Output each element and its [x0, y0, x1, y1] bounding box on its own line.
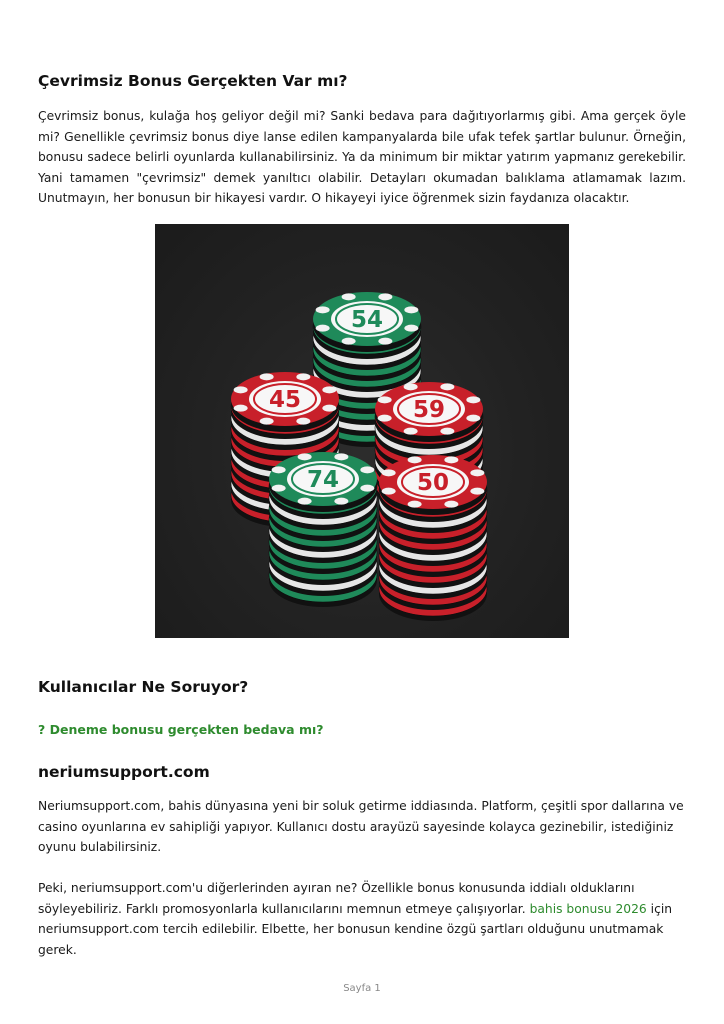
chip-label: 45 [268, 387, 302, 413]
section-title-site: neriumsupport.com [38, 763, 210, 781]
chip-label: 50 [416, 470, 450, 496]
faq-question[interactable]: ? Deneme bonusu gerçekten bedava mı? [38, 722, 324, 737]
site-paragraph-1: Neriumsupport.com, bahis dünyasına yeni bir soluk getirme iddiasında. Platform, çeşitli spor dallarına ve casino oyunlarına ev sahipliği yapıyor. Kullanıcı dostu arayüzü sayesinde kolayca gezinebilir, istediğiniz oyunu bulabilirsiniz. [38, 799, 684, 855]
site-paragraph-2 [38, 878, 686, 960]
chip-stack-50 [379, 455, 487, 621]
site-paragraph-2-after: için neriumsupport.com tercih edilebilir. Elbette, her bonusun kendine özgü şartları olduğunu unutmamak gerek. [38, 901, 673, 957]
bonus-paragraph: Çevrimsiz bonus, kulağa hoş geliyor değil mi? Sanki bedava para dağıtıyorlarmış gibi. Ama gerçek öyle mi? Genellikle çevrimsiz bonus diye lanse edilen kampanyalarda bile ufak tefek şartlar bulunur. Örneğin, bonusu sadece belirli oyunlarda kullanabilirsiniz. Ya da minimum bir miktar yatırım yapmanız gerekebilir. Yani tamamen "çevrimsiz" demek yanıltıcı olabilir. Detayları okumadan balıklama atlamamak lazım. Unutmayın, her bonusun bir hikayesi vardır. O hikayeyi iyice öğrenmek sizin faydanıza olacaktır. [38, 109, 686, 206]
section-title-users: Kullanıcılar Ne Soruyor? [38, 678, 249, 696]
bonus-link[interactable]: bahis bonusu 2026 [529, 901, 647, 916]
chip-label: 74 [306, 467, 340, 493]
chip-label: 54 [350, 307, 384, 333]
page-number: Sayfa 1 [343, 983, 381, 994]
section-title-bonus: Çevrimsiz Bonus Gerçekten Var mı? [38, 72, 348, 90]
chip-label: 59 [412, 397, 446, 423]
site-paragraph-2-before: Peki, neriumsupport.com'u diğerlerinden ayıran ne? Özellikle bonus konusunda iddialı olduklarını söyleyebiliriz. Farklı promosyonlarla kullanıcılarını memnun etmeye çalışıyorlar. [38, 881, 635, 916]
casino-chips-image [155, 224, 569, 638]
chip-stack-74 [269, 452, 377, 607]
chips-illustration [155, 224, 569, 638]
